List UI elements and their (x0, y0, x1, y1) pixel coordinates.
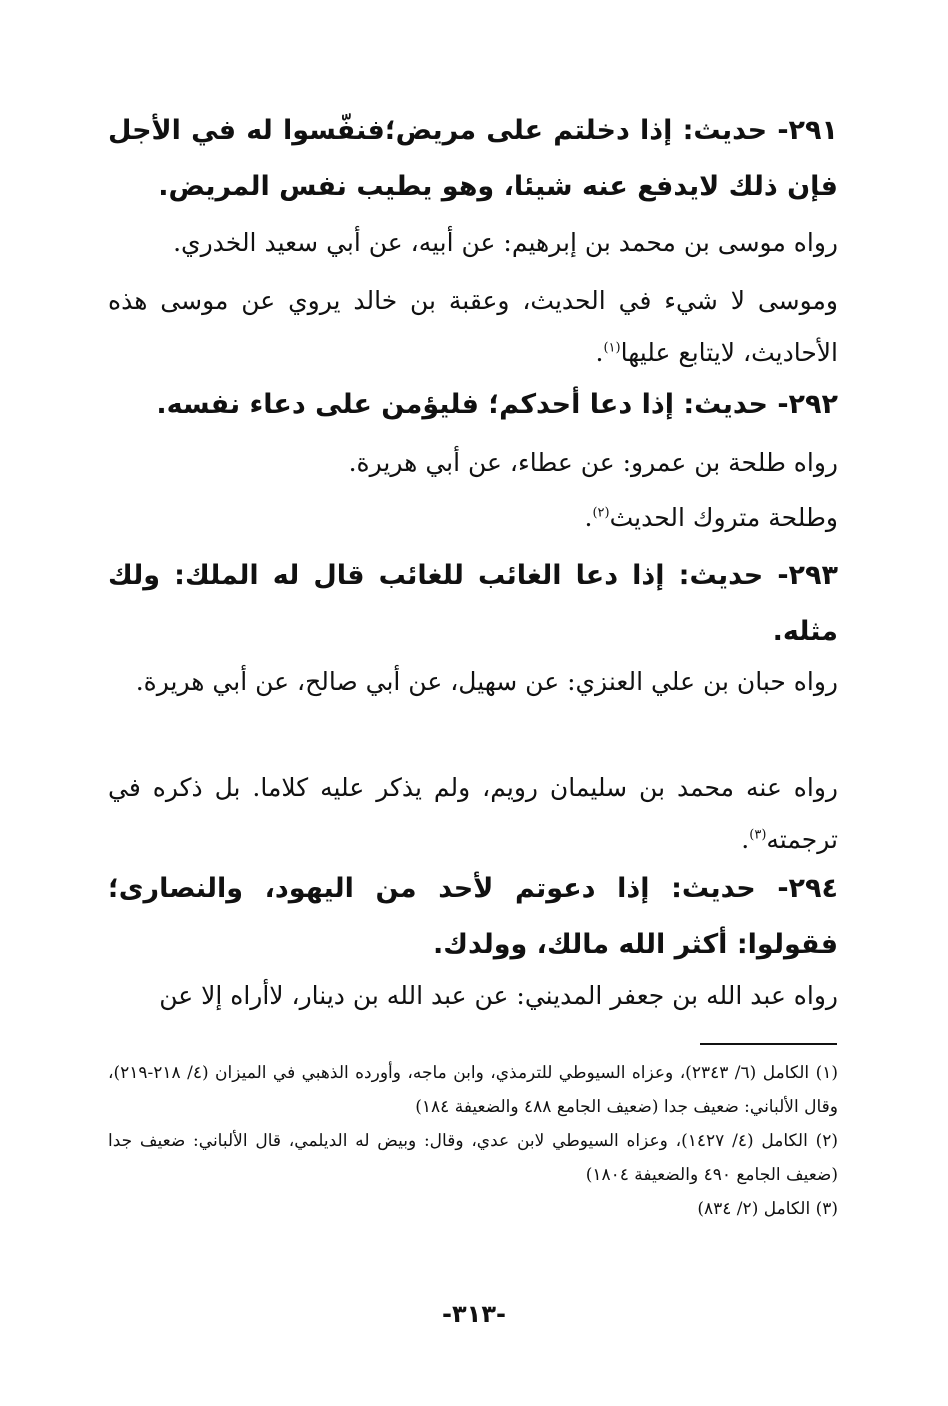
hadith-entry-292 (108, 377, 838, 433)
narration-paragraph (108, 437, 838, 489)
narration-body: وطلحة متروك الحديث (609, 503, 838, 532)
narration-text (108, 762, 838, 866)
narration-text (108, 492, 838, 544)
hadith-entry-293 (108, 548, 838, 660)
hadith-heading: ٢٩٢- حديث: إذا دعا أحدكم؛ فليؤمن على دعاء نفسه. (156, 389, 838, 420)
narration-text (108, 275, 838, 379)
narration-end: . (595, 338, 604, 367)
footnote-3: (٣) الكامل (٢/ ٨٣٤) (697, 1199, 838, 1219)
footnote-1: (١) الكامل (٦/ ٢٣٤٣)، وعزاه السيوطي للترمذي، وابن ماجه، وأورده الذهبي في الميزان (٤/ ٢١٨-٢١٩)، وقال الألباني: ضعيف جدا (ضعيف الجامع ٤٨٨ والضعيفة ١٨٤) (108, 1063, 838, 1117)
narration-text: رواه عبد الله بن جعفر المديني: عن عبد الله بن دينار، لاأراه إلا عن (159, 981, 838, 1010)
narration-text: رواه حبان بن علي العنزي: عن سهيل، عن أبي صالح، عن أبي هريرة. (135, 667, 838, 696)
narration-text: رواه طلحة بن عمرو: عن عطاء، عن أبي هريرة. (348, 448, 838, 477)
narration-body: رواه عنه محمد بن سليمان رويم، ولم يذكر عليه كلاما. بل ذكره في ترجمته (108, 773, 838, 854)
narration-paragraph (108, 762, 838, 866)
hadith-entry-291 (108, 103, 838, 215)
narration-paragraph (108, 970, 838, 1022)
hadith-heading: ٢٩٤- حديث: إذا دعوتم لأحد من اليهود، والنصارى؛ فقولوا: أكثر الله مالك، وولدك. (108, 873, 838, 960)
footnote-marker: (٢) (592, 505, 610, 521)
narration-text: رواه موسى بن محمد بن إبرهيم: عن أبيه، عن أبي سعيد الخدري. (173, 228, 838, 257)
page-number: -٣١٣- (442, 1300, 506, 1328)
hadith-heading: ٢٩٣- حديث: إذا دعا الغائب للغائب قال له الملك: ولك مثله. (108, 560, 838, 647)
narration-end: . (584, 503, 593, 532)
hadith-entry-294 (108, 861, 838, 973)
footnote-marker: (١) (603, 340, 621, 356)
footnotes (108, 1056, 838, 1226)
narration-paragraph (108, 217, 838, 269)
narration-end: . (741, 825, 750, 854)
footnote-2: (٢) الكامل (٤/ ١٤٢٧)، وعزاه السيوطي لابن عدي، وقال: وبيض له الديلمي، قال الألباني: ضعيف جدا (ضعيف الجامع ٤٩٠ والضعيفة ١٨٠٤) (108, 1131, 838, 1185)
narration-paragraph (108, 492, 838, 544)
footnote-marker: (٣) (749, 827, 767, 843)
narration-body: وموسى لا شيء في الحديث، وعقبة بن خالد يروي عن موسى هذه الأحاديث، لايتابع عليها (108, 286, 838, 367)
footnote-divider (700, 1043, 837, 1045)
narration-paragraph (108, 275, 838, 379)
hadith-heading: ٢٩١- حديث: إذا دخلتم على مريض؛فنفّسوا له في الأجل فإن ذلك لايدفع عنه شيئا، وهو يطيب نفس المريض. (108, 115, 838, 202)
narration-paragraph (108, 656, 838, 708)
